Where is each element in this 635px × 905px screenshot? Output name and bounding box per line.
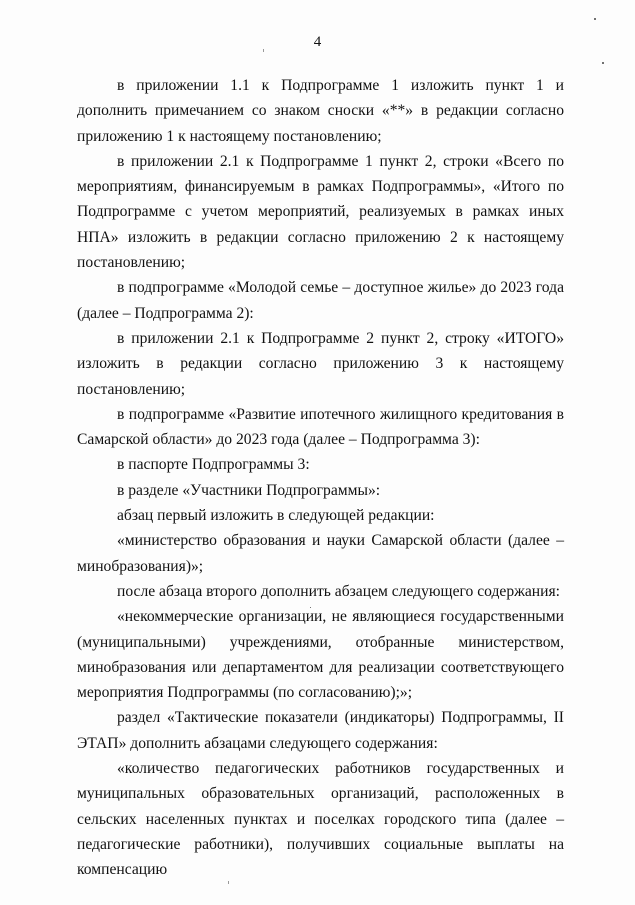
- paragraph: раздел «Тактические показатели (индикаторы) Подпрограммы, II ЭТАП» дополнить абзацами следующего содержания:: [77, 709, 564, 752]
- document-body: [77, 73, 564, 883]
- scan-speck: [602, 62, 604, 64]
- scan-speck: [263, 49, 264, 52]
- scan-speck: [310, 607, 311, 608]
- scan-speck: [594, 18, 596, 20]
- paragraph: «некоммерческие организации, не являющиеся государственными (муниципальными) учреждениями, отобранные министерством, минобразования или департаментом для реализации соответствующего мероприятия Подпрограммы (по согласованию);»;: [77, 608, 564, 702]
- paragraph: в паспорте Подпрограммы 3:: [117, 456, 310, 474]
- paragraph: в подпрограмме «Развитие ипотечного жилищного кредитования в Самарской области» до 2023 года (далее – Подпрограмма 3):: [77, 405, 564, 449]
- paragraph: в приложении 2.1 к Подпрограмме 2 пункт 2, строку «ИТОГО» изложить в редакции согласно приложению 3 к настоящему постановлению;: [77, 329, 564, 398]
- paragraph: в приложении 1.1 к Подпрограмме 1 изложить пункт 1 и дополнить примечанием со знаком сноски «**» в редакции согласно приложению 1 к настоящему постановлению;: [77, 77, 564, 145]
- paragraph: в приложении 2.1 к Подпрограмме 1 пункт 2, строки «Всего по мероприятиям, финансируемым в рамках Подпрограммы», «Итого по Подпрограмме с учетом мероприятий, реализуемых в рамках иных НПА» изложить в редакции согласно приложению 2 к настоящему постановлению;: [77, 152, 564, 272]
- paragraph: после абзаца второго дополнить абзацем следующего содержания:: [117, 582, 561, 600]
- paragraph: в разделе «Участники Подпрограммы»:: [117, 481, 381, 499]
- page-number: 4: [313, 34, 322, 50]
- paragraph: «количество педагогических работников государственных и муниципальных образовательных организаций, расположенных в сельских населенных пунктах и поселках городского типа (далее – педагогические работники), получивших социальные выплаты на компенсацию: [77, 760, 564, 879]
- paragraph: в подпрограмме «Молодой семье – доступное жилье» до 2023 года (далее – Подпрограмма 2):: [77, 279, 564, 322]
- paragraph: «министерство образования и науки Самарской области (далее – минобразования)»;: [77, 532, 564, 575]
- scan-speck: [228, 881, 229, 884]
- paragraph: абзац первый изложить в следующей редакции:: [117, 507, 435, 525]
